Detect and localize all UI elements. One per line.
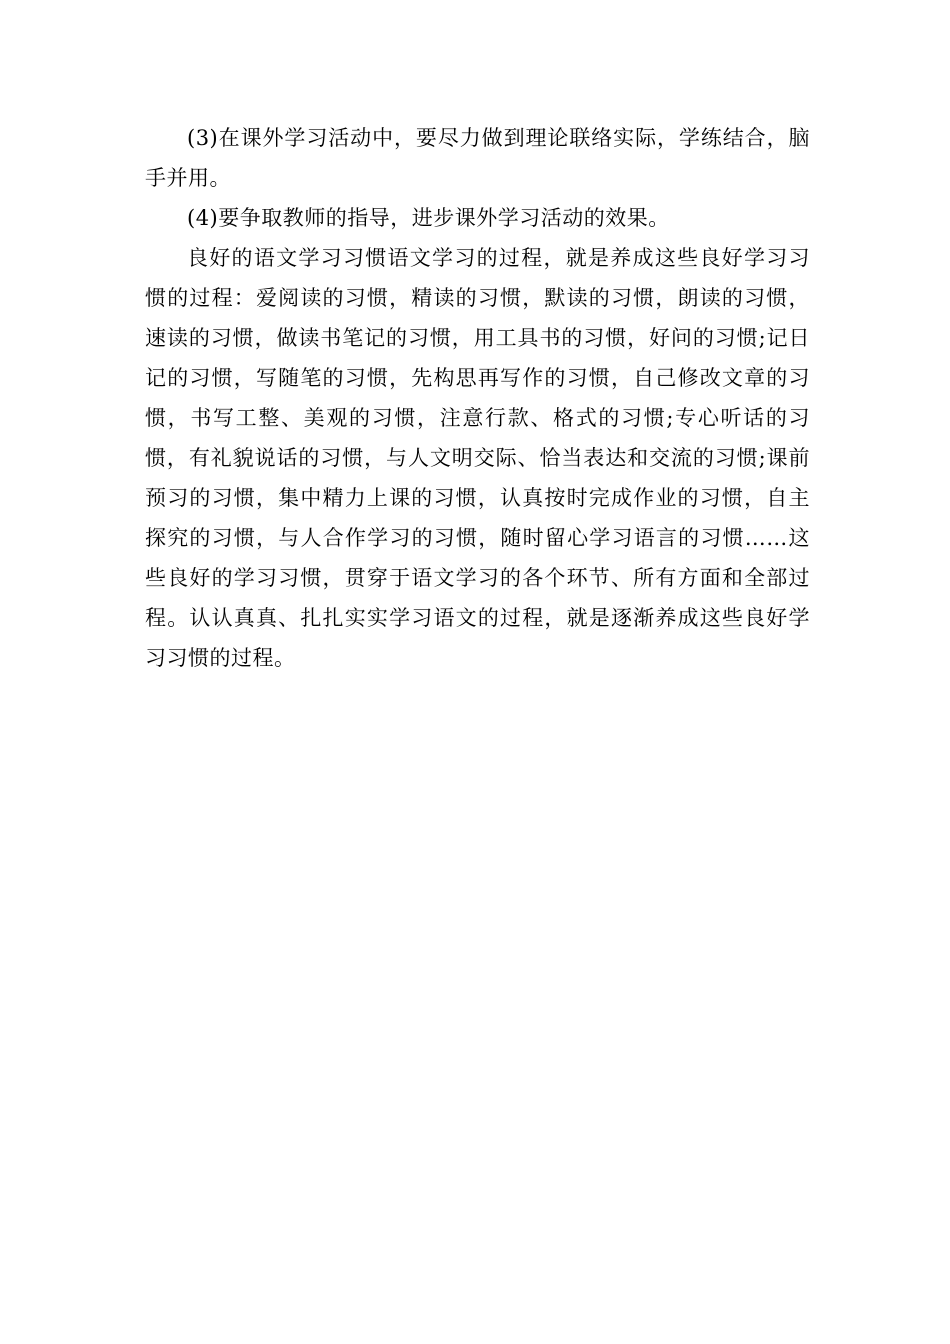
paragraph-study-habits: 良好的语文学习习惯语文学习的过程，就是养成这些良好学习习惯的过程：爱阅读的习惯，精读的习惯，默读的习惯，朗读的习惯，速读的习惯，做读书笔记的习惯，用工具书的习惯，好问的习惯;记日记的习惯，写随笔的习惯，先构思再写作的习惯，自己修改文章的习惯，书写工整、美观的习惯，注意行款、格式的习惯;专心听话的习惯，有礼貌说话的习惯，与人文明交际、恰当表达和交流的习惯;课前预习的习惯，集中精力上课的习惯，认真按时完成作业的习惯，自主探究的习惯，与人合作学习的习惯，随时留心学习语言的习惯……这些良好的学习习惯，贯穿于语文学习的各个环节、所有方面和全部过程。认认真真、扎扎实实学习语文的过程，就是逐渐养成这些良好学习习惯的过程。 (145, 246, 810, 670)
paragraph-item-3: (3)在课外学习活动中，要尽力做到理论联络实际，学练结合，脑手并用。 (145, 126, 810, 190)
paragraph-item-4: (4)要争取教师的指导，进步课外学习活动的效果。 (187, 206, 670, 230)
document-body (145, 118, 810, 678)
